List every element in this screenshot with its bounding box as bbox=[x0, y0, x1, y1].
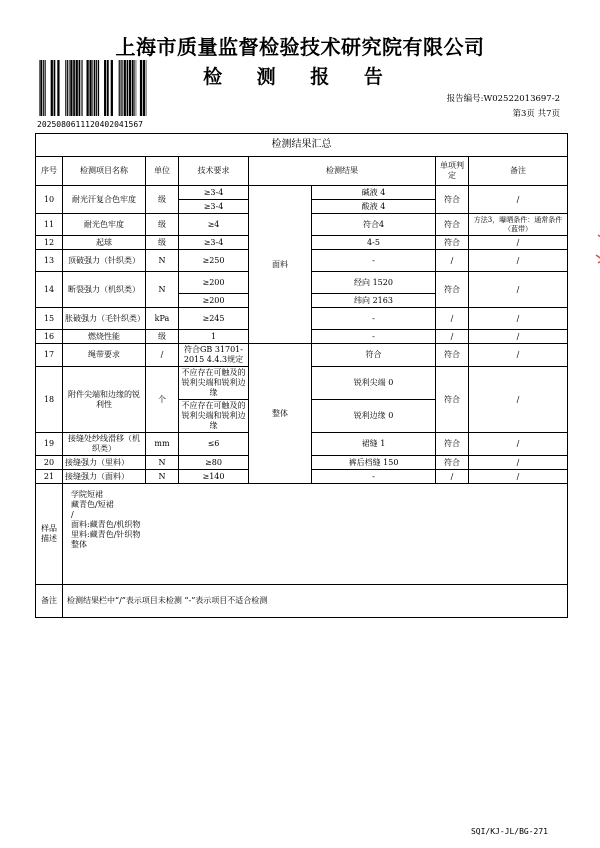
col-header-no: 序号 bbox=[36, 157, 63, 186]
row-remarks: / bbox=[469, 236, 568, 250]
row-requirement: ≥3-4 bbox=[179, 186, 249, 200]
barcode-number: 2025080611120402041567 bbox=[37, 120, 143, 129]
row-item: 绳带要求 bbox=[63, 344, 146, 367]
row-no: 14 bbox=[36, 272, 63, 308]
row-item: 附件尖端和边缘的锐利性 bbox=[63, 367, 146, 433]
row-result: 经向 1520 bbox=[312, 272, 436, 294]
row-requirement: 1 bbox=[179, 330, 249, 344]
row-no: 20 bbox=[36, 456, 63, 470]
form-code: SQI/KJ-JL/BG-271 bbox=[470, 827, 548, 836]
row-no: 17 bbox=[36, 344, 63, 367]
row-item: 接缝强力（面料） bbox=[63, 470, 146, 484]
row-requirement: ≥245 bbox=[179, 308, 249, 330]
sample-line: 藏青色/短裙 bbox=[71, 500, 114, 509]
row-item: 断裂强力（机织类） bbox=[63, 272, 146, 308]
row-requirement: ≤6 bbox=[179, 433, 249, 456]
row-item: 接缝强力（里料） bbox=[63, 456, 146, 470]
table-caption: 检测结果汇总 bbox=[36, 134, 568, 157]
row-result: - bbox=[312, 250, 436, 272]
row-no: 19 bbox=[36, 433, 63, 456]
row-verdict: / bbox=[436, 308, 469, 330]
row-verdict: / bbox=[436, 250, 469, 272]
row-requirement: 不应存在可触及的锐利尖端和锐利边缘 bbox=[179, 400, 249, 433]
row-requirement: ≥3-4 bbox=[179, 200, 249, 214]
row-result: 符合 bbox=[312, 344, 436, 367]
row-remarks: / bbox=[469, 186, 568, 214]
row-verdict: 符合 bbox=[436, 236, 469, 250]
row-requirement: ≥3-4 bbox=[179, 236, 249, 250]
row-verdict: 符合 bbox=[436, 272, 469, 308]
row-result: 符合4 bbox=[312, 214, 436, 236]
row-no: 12 bbox=[36, 236, 63, 250]
row-no: 16 bbox=[36, 330, 63, 344]
row-requirement: 不应存在可触及的锐利尖端和锐利边缘 bbox=[179, 367, 249, 400]
row-unit: N bbox=[146, 470, 179, 484]
row-result: 碱液 4 bbox=[312, 186, 436, 200]
row-verdict: / bbox=[436, 470, 469, 484]
row-requirement: ≥200 bbox=[179, 272, 249, 294]
sample-line: 面料:藏青色/机织物 bbox=[71, 520, 141, 529]
sample-line: / bbox=[71, 510, 74, 519]
row-no: 18 bbox=[36, 367, 63, 433]
row-result: 纬向 2163 bbox=[312, 294, 436, 308]
row-item: 胀破强力（毛针织类） bbox=[63, 308, 146, 330]
col-header-unit: 单位 bbox=[146, 157, 179, 186]
col-header-item: 检测项目名称 bbox=[63, 157, 146, 186]
report-title: 检 测 报 告 bbox=[203, 66, 397, 88]
row-item: 接缝处纱线滑移（机织类） bbox=[63, 433, 146, 456]
sample-description-text bbox=[63, 484, 568, 585]
row-remarks: / bbox=[469, 308, 568, 330]
row-remarks: / bbox=[469, 272, 568, 308]
row-requirement: ≥80 bbox=[179, 456, 249, 470]
notes-row bbox=[36, 585, 568, 618]
notes-text: 检测结果栏中“/”表示项目未检测 “-”表示项目不适合检测 bbox=[63, 585, 568, 618]
sample-description-row bbox=[36, 484, 568, 585]
row-item: 顶破强力（针织类） bbox=[63, 250, 146, 272]
row-verdict: 符合 bbox=[436, 186, 469, 214]
row-verdict: 符合 bbox=[436, 344, 469, 367]
row-result: 锐利尖端 0 bbox=[312, 367, 436, 400]
row-unit: 级 bbox=[146, 214, 179, 236]
row-requirement: ≥140 bbox=[179, 470, 249, 484]
row-unit: / bbox=[146, 344, 179, 367]
sample-line: 里料:藏青色/针织物 bbox=[71, 530, 141, 539]
sample-line: 学院短裙 bbox=[71, 490, 103, 499]
row-unit: N bbox=[146, 456, 179, 470]
row-item: 起球 bbox=[63, 236, 146, 250]
row-no: 11 bbox=[36, 214, 63, 236]
table-row bbox=[36, 344, 568, 367]
red-seal-stamp bbox=[588, 195, 600, 285]
row-result: 酸液 4 bbox=[312, 200, 436, 214]
row-remarks: / bbox=[469, 456, 568, 470]
row-remarks: / bbox=[469, 367, 568, 433]
organization-name: 上海市质量监督检验技术研究院有限公司 bbox=[115, 35, 485, 59]
row-verdict: 符合 bbox=[436, 433, 469, 456]
table-row bbox=[36, 186, 568, 200]
results-summary-table bbox=[35, 133, 568, 618]
row-unit: 级 bbox=[146, 186, 179, 214]
col-header-verdict: 单项判定 bbox=[436, 157, 469, 186]
row-verdict: 符合 bbox=[436, 456, 469, 470]
col-header-requirement: 技术要求 bbox=[179, 157, 249, 186]
row-verdict: / bbox=[436, 330, 469, 344]
sample-line: 整体 bbox=[71, 540, 87, 549]
row-result: 4-5 bbox=[312, 236, 436, 250]
row-unit: N bbox=[146, 272, 179, 308]
report-number: 报告编号:W02522013697-2 bbox=[446, 94, 560, 104]
row-requirement: ≥250 bbox=[179, 250, 249, 272]
notes-label: 备注 bbox=[36, 585, 63, 618]
row-unit: kPa bbox=[146, 308, 179, 330]
row-result: 裙缝 1 bbox=[312, 433, 436, 456]
col-header-remarks: 备注 bbox=[469, 157, 568, 186]
row-no: 15 bbox=[36, 308, 63, 330]
row-item: 耐光汗复合色牢度 bbox=[63, 186, 146, 214]
row-result: - bbox=[312, 470, 436, 484]
row-result: - bbox=[312, 330, 436, 344]
row-remarks: / bbox=[469, 250, 568, 272]
part-whole: 整体 bbox=[249, 344, 312, 484]
barcode-image bbox=[39, 60, 149, 116]
row-remarks: 方法3，曝晒条件：通常条件（蓝带） bbox=[469, 214, 568, 236]
col-header-result: 检测结果 bbox=[249, 157, 436, 186]
header-row bbox=[36, 157, 568, 186]
row-requirement: ≥200 bbox=[179, 294, 249, 308]
row-no: 10 bbox=[36, 186, 63, 214]
part-fabric: 面料 bbox=[249, 186, 312, 344]
row-unit: N bbox=[146, 250, 179, 272]
row-remarks: / bbox=[469, 433, 568, 456]
sample-description-label: 样品描述 bbox=[36, 484, 63, 585]
row-unit: mm bbox=[146, 433, 179, 456]
row-verdict: 符合 bbox=[436, 214, 469, 236]
row-no: 13 bbox=[36, 250, 63, 272]
row-unit: 级 bbox=[146, 330, 179, 344]
row-result: - bbox=[312, 308, 436, 330]
row-requirement: 符合GB 31701-2015 4.4.3规定 bbox=[179, 344, 249, 367]
row-item: 耐光色牢度 bbox=[63, 214, 146, 236]
row-unit: 个 bbox=[146, 367, 179, 433]
row-requirement: ≥4 bbox=[179, 214, 249, 236]
row-no: 21 bbox=[36, 470, 63, 484]
page-info: 第3页 共7页 bbox=[512, 109, 560, 119]
row-item: 燃烧性能 bbox=[63, 330, 146, 344]
row-unit: 级 bbox=[146, 236, 179, 250]
row-result: 裤后档缝 150 bbox=[312, 456, 436, 470]
row-verdict: 符合 bbox=[436, 367, 469, 433]
row-remarks: / bbox=[469, 344, 568, 367]
row-result: 锐利边缘 0 bbox=[312, 400, 436, 433]
row-remarks: / bbox=[469, 470, 568, 484]
row-remarks: / bbox=[469, 330, 568, 344]
